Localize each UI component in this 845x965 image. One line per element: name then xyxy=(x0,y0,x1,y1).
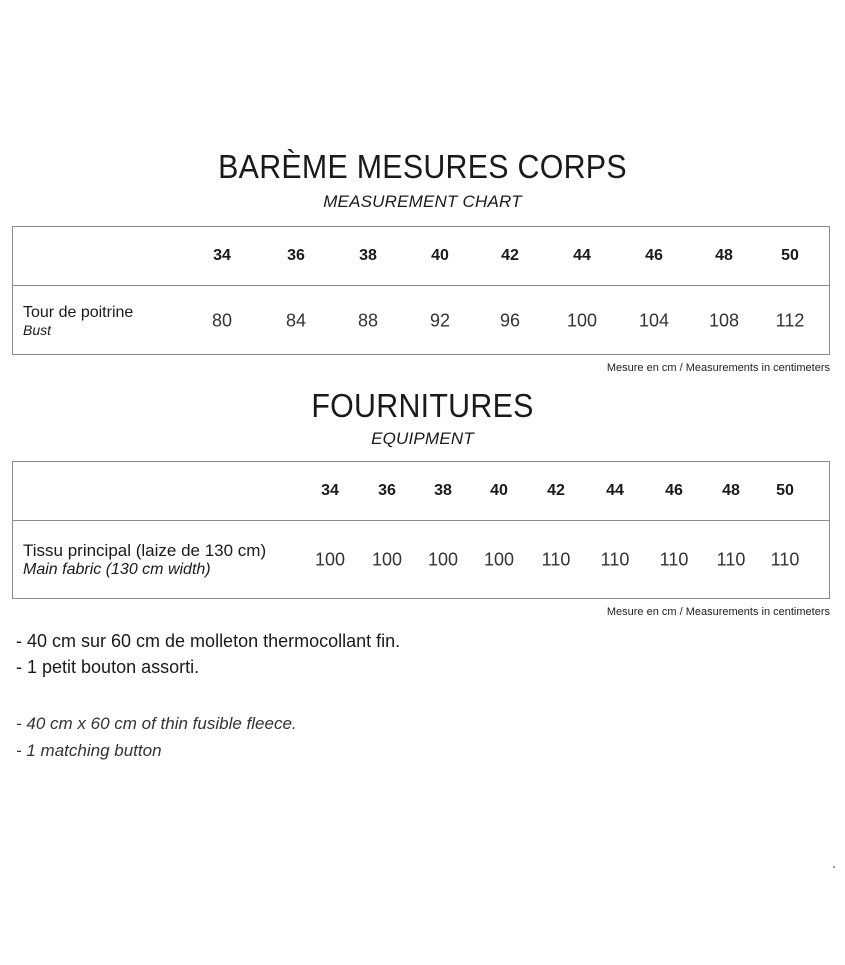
size-header: 36 xyxy=(378,482,396,499)
supplies-list-fr xyxy=(16,628,400,680)
row-label xyxy=(23,541,266,579)
size-header: 44 xyxy=(573,247,591,264)
measurement-subtitle: MEASUREMENT CHART xyxy=(323,192,522,211)
equipment-title: FOURNITURES xyxy=(311,387,534,424)
table-cell: 100 xyxy=(566,310,598,330)
row-label-en: Bust xyxy=(23,321,52,338)
equipment-header-row xyxy=(13,462,829,521)
equipment-unit-note: Mesure en cm / Measurements in centimeters xyxy=(606,606,830,618)
table-cell: 88 xyxy=(357,310,379,330)
list-item: - 40 cm x 60 cm of thin fusible fleece. xyxy=(16,714,297,733)
size-header: 42 xyxy=(501,247,519,264)
table-cell: 80 xyxy=(211,310,233,330)
size-header: 44 xyxy=(606,482,624,499)
table-cell: 110 xyxy=(541,549,571,570)
table-row xyxy=(13,286,829,355)
table-cell: 110 xyxy=(659,549,689,570)
size-header: 46 xyxy=(665,482,683,499)
size-header: 38 xyxy=(359,247,377,264)
table-cell: 104 xyxy=(638,310,670,330)
equipment-subtitle: EQUIPMENT xyxy=(371,429,474,448)
table-cell: 96 xyxy=(499,310,521,330)
table-cell: 112 xyxy=(775,310,805,330)
table-cell: 84 xyxy=(285,310,307,330)
size-header: 40 xyxy=(490,482,508,499)
size-header: 42 xyxy=(547,482,565,499)
table-cell: 100 xyxy=(483,549,515,570)
table-cell: 110 xyxy=(716,549,746,570)
row-label-fr: Tissu principal (laize de 130 cm) xyxy=(23,541,267,560)
size-header: 40 xyxy=(431,247,449,264)
table-cell: 100 xyxy=(371,549,403,570)
table-cell: 100 xyxy=(314,549,346,570)
size-header: 36 xyxy=(287,247,305,264)
measurement-header-row xyxy=(13,227,829,286)
table-cell: 92 xyxy=(429,310,451,330)
size-header: 34 xyxy=(213,247,231,264)
list-item: - 1 petit bouton assorti. xyxy=(16,657,200,677)
stray-dot xyxy=(833,866,835,868)
row-label-fr: Tour de poitrine xyxy=(23,303,134,321)
list-item: - 40 cm sur 60 cm de molleton thermocollant fin. xyxy=(16,631,401,651)
measurement-table xyxy=(12,226,830,355)
row-label-en: Main fabric (130 cm width) xyxy=(23,561,211,578)
size-header: 48 xyxy=(715,247,733,264)
measurement-title: BARÈME MESURES CORPS xyxy=(218,148,627,185)
size-header: 50 xyxy=(781,247,799,264)
size-header: 34 xyxy=(321,482,339,499)
table-row xyxy=(13,521,829,599)
table-cell: 100 xyxy=(427,549,459,570)
measurement-unit-note: Mesure en cm / Measurements in centimeters xyxy=(606,362,830,374)
table-cell: 108 xyxy=(708,310,740,330)
size-header: 38 xyxy=(434,482,452,499)
equipment-table xyxy=(12,461,830,599)
table-cell: 110 xyxy=(770,549,800,570)
supplies-list-en xyxy=(16,710,297,764)
size-header: 50 xyxy=(776,482,794,499)
size-header: 46 xyxy=(645,247,663,264)
list-item: - 1 matching button xyxy=(16,741,162,760)
size-header: 48 xyxy=(722,482,740,499)
row-label xyxy=(23,304,133,338)
table-cell: 110 xyxy=(600,549,630,570)
